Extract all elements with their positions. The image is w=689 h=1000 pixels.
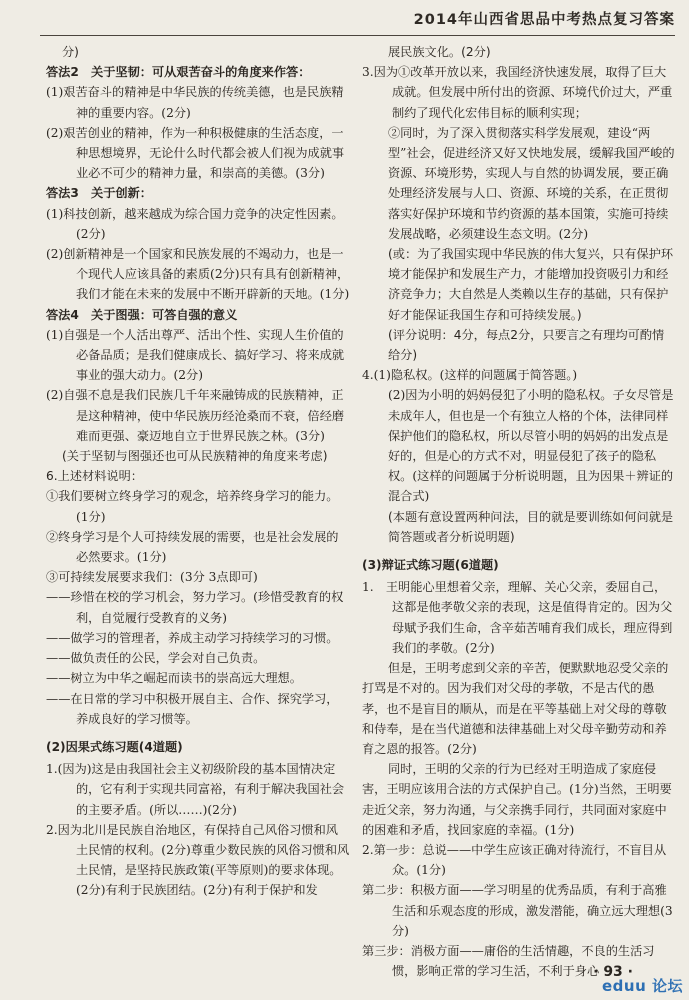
dash-item: ——做学习的管理者，养成主动学习持续学习的习惯。 xyxy=(46,630,339,645)
dash-item: ——在日常的学习中积极开展自主、合作、探究学习，养成良好的学习惯等。 xyxy=(46,691,339,726)
question-number: 6.上述材料说明： xyxy=(46,469,143,484)
page-number: · 93 · xyxy=(593,964,633,980)
paragraph: (2)艰苦创业的精神，作为一种积极健康的生活态度，一种思想境界，无论什么时代都会被人们视为成就事业必不可少的精神力量，和崇高的美德。(3分) xyxy=(46,125,345,181)
dash-item: ——做负责任的公民，学会对自己负责。 xyxy=(46,651,266,666)
paragraph: ②同时，为了深入贯彻落实科学发展观，建设“两型”社会，促进经济又好又快地发展，缓解我国严峻的资源、环境形势，实现人与自然的协调发展，要正确处理经济发展与人口、资源、环境的关系，在正贯彻落实好保护环境和节约资源的基本国策，实施可持续发展战略，必须建设生态文明。(2分) xyxy=(388,125,675,241)
paragraph: 分) xyxy=(62,45,79,59)
note: (本题有意设置两种问法，目的就是要训练如何问就是简答题或者分析说明题) xyxy=(388,509,674,544)
paragraph: ②终身学习是个人可持续发展的需要，也是社会发展的必然要求。(1分) xyxy=(46,529,339,565)
paragraph: 2.因为北川是民族自治地区，有保持自己风俗习惯和风土民情的权利。(2分)尊重少数民族的风俗习惯和风土民情，是坚持民族政策(平等原则)的要求体现。(2分)有利于民族团结。(2分)有利于保护和发 xyxy=(46,822,350,898)
paragraph: 1. 王明能心里想着父亲，理解、关心父亲，委屈自己，这都是他孝敬父亲的表现，这是值得肯定的。因为父母赋予我们生命，含辛茹苦哺育我们成长，理应得到我们的孝敬。(2分) xyxy=(362,580,673,655)
header-rule xyxy=(40,35,675,36)
paragraph: (2)自强不息是我们民族几千年来融铸成的民族精神，正是这种精神，使中华民族历经沧桑而不衰，倍经磨难而更强、豪迈地自立于世界民族之林。(3分) xyxy=(46,388,345,443)
paragraph: (1)艰苦奋斗的精神是中华民族的传统美德，也是民族精神的重要内容。(2分) xyxy=(46,85,344,120)
right-column xyxy=(362,42,676,981)
watermark-logo: eduu 论坛 xyxy=(602,977,683,995)
answer-heading: 答法4 关于图强：可答自强的意义 xyxy=(46,307,238,322)
answer-heading: 答法3 关于创新： xyxy=(46,186,152,201)
paragraph: ①我们要树立终身学习的观念，培养终身学习的能力。(1分) xyxy=(46,489,339,524)
left-column xyxy=(46,42,350,901)
paragraph: 第三步：消极方面——庸俗的生活情趣，不良的生活习惯，影响正常的学习生活，不利于身心 xyxy=(362,943,655,979)
paragraph: (2)创新精神是一个国家和民族发展的不竭动力，也是一个现代人应该具备的素质(2分)只有具有创新精神，我们才能在未来的发展中不断开辟新的天地。(1分) xyxy=(46,247,350,302)
note: (关于坚韧与图强还也可从民族精神的角度来考虑) xyxy=(62,449,328,464)
paragraph: (1)自强是一个人活出尊严、活出个性、实现人生价值的必备品质；是我们健康成长、搞好学习、将来成就事业的强大动力。(2分) xyxy=(46,327,345,383)
running-header: 2014年山西省思品中考热点复习答案 xyxy=(413,12,675,28)
dash-item: ——树立为中华之崛起而读书的崇高远大理想。 xyxy=(46,671,302,686)
paragraph: 但是，王明考虑到父亲的辛苦，便默默地忍受父亲的打骂是不对的。因为我们对父母的孝敬，不是古代的愚孝，也不是盲目的顺从，而是在平等基础上对父母的尊敬和侍奉，是在当代道德和法律基础上对父母辛勤劳动和养育之恩的报答。(2分) xyxy=(362,661,669,756)
paragraph: 同时，王明的父亲的行为已经对王明造成了家庭侵害，王明应该用合法的方式保护自己。(1分)当然，王明要走近父亲，努力沟通，与父亲携手同行，共同面对家庭中的困难和矛盾，找回家庭的幸福。(1分) xyxy=(362,762,672,837)
paragraph: 第二步：积极方面——学习明星的优秀品质，有利于高雅生活和乐观态度的形成，激发潜能，确立远大理想(3分) xyxy=(362,883,673,938)
paragraph: 展民族文化。(2分) xyxy=(388,45,491,59)
note: (评分说明：4分，每点2分，只要言之有理均可酌情给分) xyxy=(388,327,665,363)
paragraph: 2.第一步：总说——中学生应该正确对待流行，不盲目从众。(1分) xyxy=(362,842,667,878)
paragraph: 3.因为①改革开放以来，我国经济快速发展，取得了巨大成就。但发展中所付出的资源、环境代价过大，严重制约了现代化宏伟目标的顺利实现； xyxy=(362,65,673,120)
section-heading: (3)辩证式练习题(6道题) xyxy=(362,558,499,573)
section-heading: (2)因果式练习题(4道题) xyxy=(46,739,183,754)
paragraph: 1.(因为)这是由我国社会主义初级阶段的基本国情决定的，它有利于实现共同富裕，有利于解决我国社会的主要矛盾。(所以……)(2分) xyxy=(46,762,345,817)
paragraph: 4.(1)隐私权。(这样的问题属于简答题。) xyxy=(362,368,578,383)
paragraph: (1)科技创新，越来越成为综合国力竞争的决定性因素。(2分) xyxy=(46,206,344,241)
paragraph: ③可持续发展要求我们：(3分 3点即可) xyxy=(46,570,258,585)
dash-item: ——珍惜在校的学习机会，努力学习。(珍惜受教育的权利，自觉履行受教育的义务) xyxy=(46,590,344,625)
paragraph: (或：为了我国实现中华民族的伟大复兴，只有保护环境才能保护和发展生产力，才能增加投资吸引力和经济竞争力；大自然是人类赖以生存的基础，只有保护好才能保证我国生存和可持续发展。) xyxy=(388,247,674,322)
paragraph: (2)因为小明的妈妈侵犯了小明的隐私权。子女尽管是未成年人，但也是一个有独立人格的个体，法律同样保护他们的隐私权，所以尽管小明的妈妈的出发点是好的，但是心的方式不对，明显侵犯了孩子的隐私权。(这样的问题属于分析说明题，且为因果＋辨证的混合式) xyxy=(388,388,674,504)
answer-heading: 答法2 关于坚韧：可从艰苦奋斗的角度来作答： xyxy=(46,65,311,80)
